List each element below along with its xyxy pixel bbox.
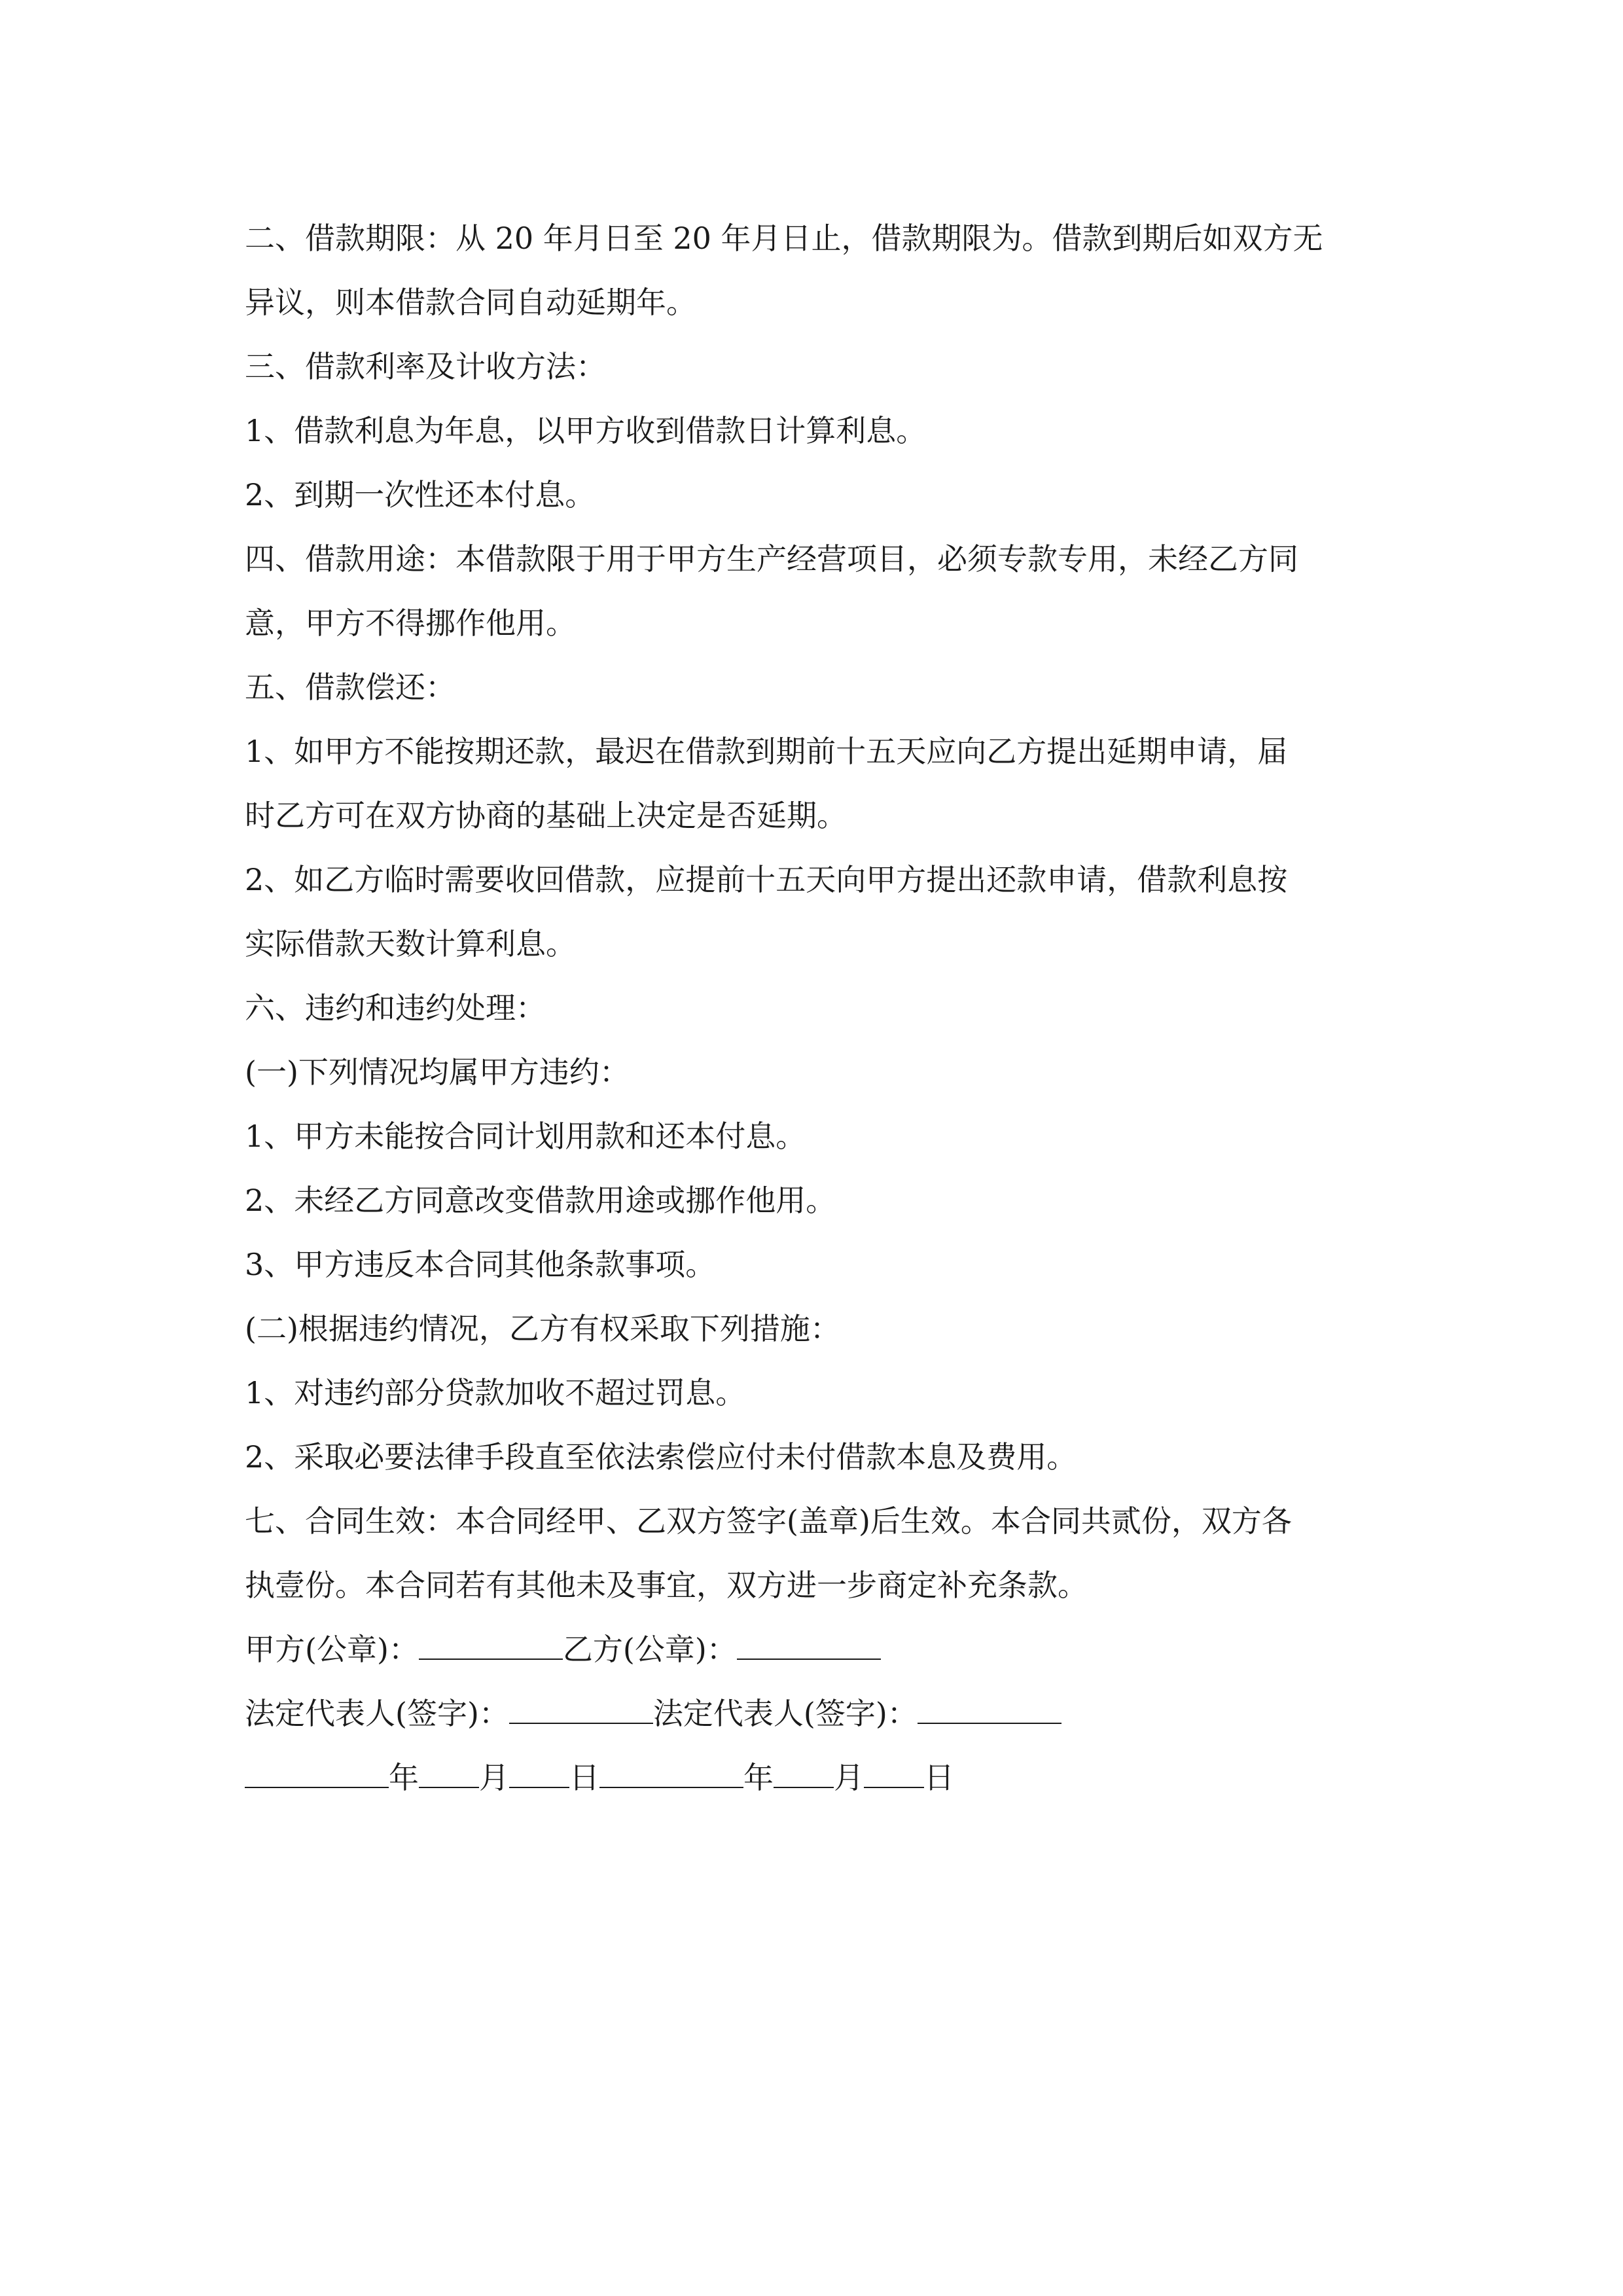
date-row xyxy=(245,1746,1383,1810)
section-heading: 五、借款偿还： xyxy=(245,670,455,705)
contract-body xyxy=(245,206,1383,1810)
paragraph-line: (一)下列情况均属甲方违约： xyxy=(245,1054,630,1090)
date-a-year-label: 年 xyxy=(389,1760,419,1795)
section-heading: 六、违约和违约处理： xyxy=(245,990,546,1026)
party-b-seal-label: 乙方(公章)： xyxy=(562,1632,737,1667)
rep-b-label: 法定代表人(签字)： xyxy=(652,1696,918,1731)
date-a-month-label: 月 xyxy=(479,1760,509,1795)
date-a-day-label: 日 xyxy=(569,1760,599,1795)
date-b-month-blank[interactable] xyxy=(774,1749,834,1788)
rep-b-signature-blank[interactable] xyxy=(918,1685,1061,1724)
paragraph-line: 1、借款利息为年息，以甲方收到借款日计算利息。 xyxy=(245,413,927,448)
date-b-year-blank[interactable] xyxy=(599,1749,743,1788)
paragraph-line: 实际借款天数计算利息。 xyxy=(245,926,576,961)
date-b-day-blank[interactable] xyxy=(864,1749,924,1788)
paragraph-line: 执壹份。本合同若有其他未及事宜，双方进一步商定补充条款。 xyxy=(245,1568,1088,1603)
party-b-seal-blank[interactable] xyxy=(737,1621,881,1660)
paragraph-line: 2、采取必要法律手段直至依法索偿应付未付借款本息及费用。 xyxy=(245,1439,1077,1475)
paragraph-line: 意，甲方不得挪作他用。 xyxy=(245,605,576,641)
date-a-month-blank[interactable] xyxy=(419,1749,479,1788)
paragraph-line: 2、如乙方临时需要收回借款，应提前十五天向甲方提出还款申请，借款利息按 xyxy=(245,862,1288,897)
paragraph-line: 1、对违约部分贷款加收不超过罚息。 xyxy=(245,1375,746,1410)
paragraph-line: 异议，则本借款合同自动延期年。 xyxy=(245,285,696,320)
date-a-year-blank[interactable] xyxy=(245,1749,389,1788)
date-b-month-label: 月 xyxy=(834,1760,864,1795)
paragraph-line: 1、如甲方不能按期还款，最迟在借款到期前十五天应向乙方提出延期申请，届 xyxy=(245,734,1288,769)
rep-a-label: 法定代表人(签字)： xyxy=(245,1696,509,1731)
paragraph-line: 二、借款期限：从 20 年月日至 20 年月日止，借款期限为。借款到期后如双方无 xyxy=(245,221,1323,256)
rep-a-signature-blank[interactable] xyxy=(509,1685,653,1724)
paragraph-line: 3、甲方违反本合同其他条款事项。 xyxy=(245,1247,716,1282)
paragraph-line: 七、合同生效：本合同经甲、乙双方签字(盖章)后生效。本合同共贰份，双方各 xyxy=(245,1503,1292,1539)
date-b-year-label: 年 xyxy=(743,1760,774,1795)
paragraph-line: 2、未经乙方同意改变借款用途或挪作他用。 xyxy=(245,1183,836,1218)
date-b-day-label: 日 xyxy=(924,1760,954,1795)
paragraph-line: 2、到期一次性还本付息。 xyxy=(245,477,596,512)
party-a-seal-label: 甲方(公章)： xyxy=(245,1632,419,1667)
party-a-seal-blank[interactable] xyxy=(419,1621,563,1660)
paragraph-line: 1、甲方未能按合同计划用款和还本付息。 xyxy=(245,1119,806,1154)
section-heading: 三、借款利率及计收方法： xyxy=(245,349,606,384)
date-a-day-blank[interactable] xyxy=(509,1749,569,1788)
paragraph-line: 四、借款用途：本借款限于用于甲方生产经营项目，必须专款专用，未经乙方同 xyxy=(245,541,1298,577)
seal-row xyxy=(245,1617,1383,1681)
paragraph-line: 时乙方可在双方协商的基础上决定是否延期。 xyxy=(245,798,847,833)
representative-row xyxy=(245,1681,1383,1746)
paragraph-line: (二)根据违约情况，乙方有权采取下列措施： xyxy=(245,1311,840,1346)
